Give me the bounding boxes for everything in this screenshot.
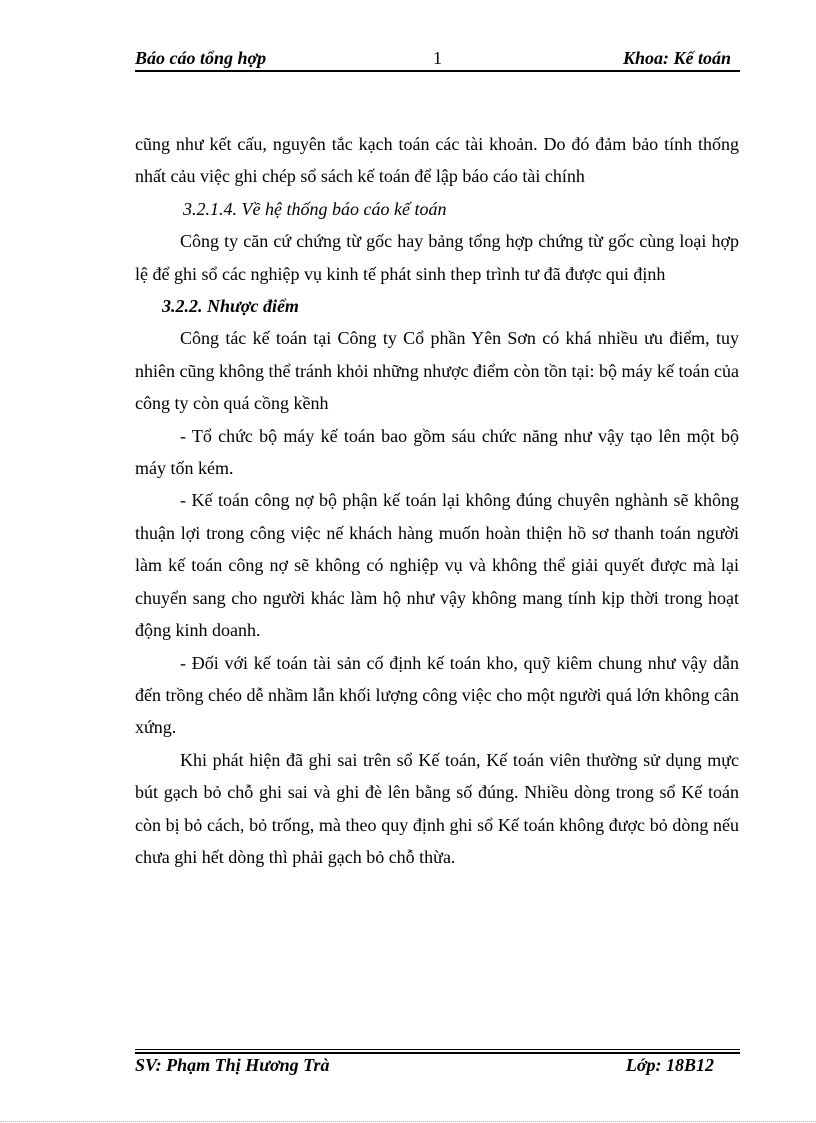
paragraph-6: - Đối với kế toán tài sản cố định kế toán kho, quỹ kiêm chung như vậy dẫn đến trồng chéo dễ nhầm lẫn khối lượng công việc cho một người quá lớn không cân xứng.: [135, 652, 739, 738]
paragraph-4: - Tổ chức bộ máy kế toán bao gồm sáu chức năng như vậy tạo lên một bộ máy tốn kém.: [135, 425, 739, 479]
section-heading: 3.2.2. Nhược điểm: [162, 296, 299, 317]
page-footer: [135, 1055, 740, 1077]
page-header: [135, 48, 740, 70]
footer-student: SV: Phạm Thị Hương Trà: [135, 1055, 330, 1075]
paragraph-2: Công ty căn cứ chứng từ gốc hay bảng tổng hợp chứng từ gốc cùng loại hợp lệ để ghi sổ các nghiệp vụ kinh tế phát sinh thep trình tư đã được qui định: [135, 231, 739, 284]
page-content: [135, 128, 739, 873]
page-edge-dots: [0, 1121, 816, 1122]
header-divider: [135, 70, 740, 72]
paragraph-1: cũng như kết cấu, nguyên tắc kạch toán các tài khoản. Do đó đảm bảo tính thống nhất cảu việc ghi chép sổ sách kế toán để lập báo cáo tài chính: [135, 134, 739, 187]
footer-divider-thin: [135, 1049, 740, 1050]
footer-divider-thick: [135, 1052, 740, 1054]
header-title: Báo cáo tổng hợp: [135, 48, 267, 68]
paragraph-5: - Kế toán công nợ bộ phận kế toán lại không đúng chuyên nghành sẽ không thuận lợi trong công việc nế khách hàng muốn hoàn thiện hồ sơ thanh toán người làm kế toán công nợ sẽ không có nghiệp vụ và không thể giải quyết được mà lại chuyển sang cho người khác làm hộ như vậy không mang tính kịp thời trong hoạt động kinh doanh.: [135, 490, 739, 641]
sub-heading: 3.2.1.4. Về hệ thống báo cáo kế toán: [183, 198, 447, 219]
page-number: 1: [433, 48, 442, 68]
paragraph-7: Khi phát hiện đã ghi sai trên sổ Kế toán, Kế toán viên thường sử dụng mực bút gạch bỏ chỗ ghi sai và ghi đè lên bằng số đúng. Nhiều dòng trong sổ Kế toán còn bị bỏ cách, bỏ trống, mà theo quy định ghi sổ Kế toán không được bỏ dòng nếu chưa ghi hết dòng thì phải gạch bỏ chỗ thừa.: [135, 749, 739, 867]
header-department: Khoa: Kế toán: [622, 48, 731, 68]
paragraph-3: Công tác kế toán tại Công ty Cổ phần Yên Sơn có khá nhiều ưu điểm, tuy nhiên cũng không thể tránh khỏi những nhược điểm còn tồn tại: bộ máy kế toán của công ty còn quá cồng kềnh: [135, 328, 739, 414]
footer-class: Lớp: 18B12: [625, 1055, 714, 1075]
